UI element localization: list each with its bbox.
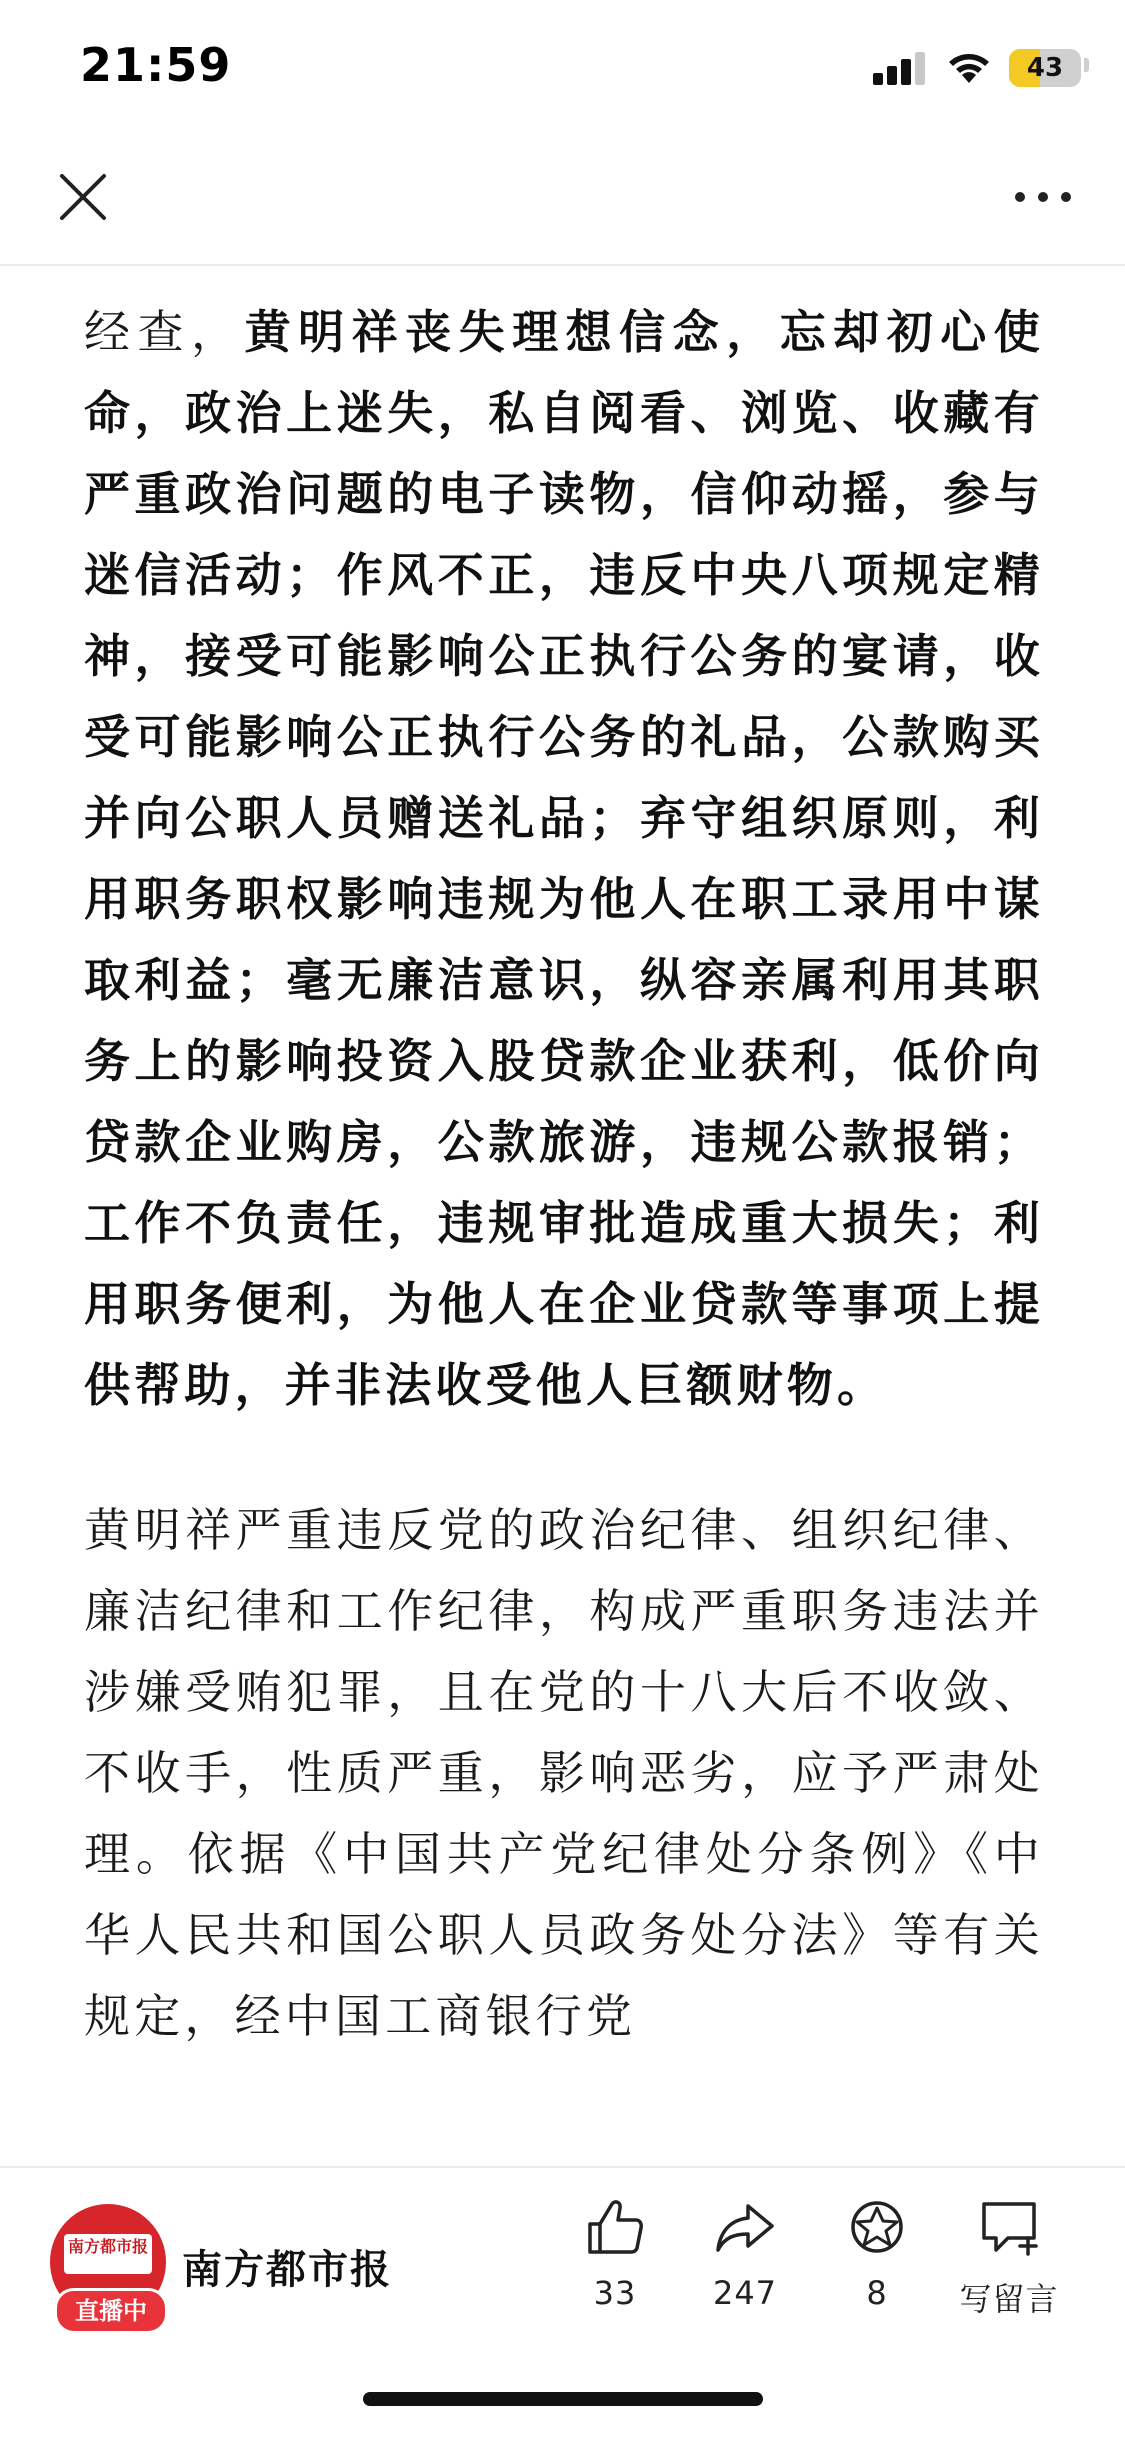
- status-time: 21:59: [80, 38, 232, 92]
- collect-count: 8: [866, 2274, 888, 2312]
- article-paragraph-1: [84, 292, 1044, 1426]
- battery-level: 43: [1026, 53, 1064, 83]
- share-count: 247: [712, 2274, 778, 2312]
- status-icons: [871, 46, 1081, 90]
- nav-bar: [0, 130, 1125, 266]
- star-icon: [846, 2196, 908, 2258]
- thumbs-up-icon: [584, 2196, 646, 2258]
- publisher-logo: 南方都市报: [64, 2234, 152, 2274]
- signal-bar-2: [887, 66, 897, 85]
- wifi-icon: [947, 51, 991, 85]
- battery-icon: [1009, 49, 1081, 87]
- paragraph-lead: 经查，: [84, 305, 245, 359]
- battery-tip: [1084, 58, 1089, 72]
- share-button[interactable]: [680, 2196, 810, 2356]
- article-paragraph-2: 黄明祥严重违反党的政治纪律、组织纪律、廉洁纪律和工作纪律，构成严重职务违法并涉嫌受贿犯罪，且在党的十八大后不收敛、不收手，性质严重，影响恶劣，应予严肃处理。依据《中国共产党纪律处分条例》《中华人民共和国公职人员政务处分法》等有关规定，经中国工商银行党: [84, 1503, 1044, 2043]
- signal-icon: [871, 51, 929, 85]
- publisher-name[interactable]: 南方都市报: [182, 2247, 392, 2293]
- home-indicator-bar: [363, 2392, 763, 2406]
- signal-bar-4: [915, 52, 925, 85]
- signal-bar-3: [901, 59, 911, 85]
- status-bar: [0, 0, 1125, 130]
- paragraph-bold-text: 黄明祥丧失理想信念，忘却初心使命，政治上迷失，私自阅看、浏览、收藏有严重政治问题的电子读物，信仰动摇，参与迷信活动；作风不正，违反中央八项规定精神，接受可能影响公正执行公务的宴请，收受可能影响公正执行公务的礼品，公款购买并向公职人员赠送礼品；弃守组织原则，利用职务职权影响违规为他人在职工录用中谋取利益；毫无廉洁意识，纵容亲属利用其职务上的影响投资入股贷款企业获利，低价向贷款企业购房，公款旅游，违规公款报销；工作不负责任，违规审批造成重大损失；利用职务便利，为他人在企业贷款等事项上提供帮助，并非法收受他人巨额财物。: [84, 305, 1044, 1412]
- comment-button[interactable]: [944, 2196, 1074, 2356]
- live-badge: 直播中: [54, 2288, 168, 2334]
- comment-add-icon: [978, 2196, 1040, 2258]
- share-icon: [714, 2196, 776, 2258]
- publisher-avatar[interactable]: [50, 2204, 166, 2325]
- like-count: 33: [593, 2274, 637, 2312]
- close-icon[interactable]: [56, 170, 110, 224]
- comment-label: 写留言: [959, 2280, 1059, 2318]
- signal-bar-1: [873, 73, 883, 85]
- more-icon[interactable]: [1011, 180, 1075, 214]
- collect-button[interactable]: [812, 2196, 942, 2356]
- like-button[interactable]: [550, 2196, 680, 2356]
- article-body: [84, 292, 1044, 2162]
